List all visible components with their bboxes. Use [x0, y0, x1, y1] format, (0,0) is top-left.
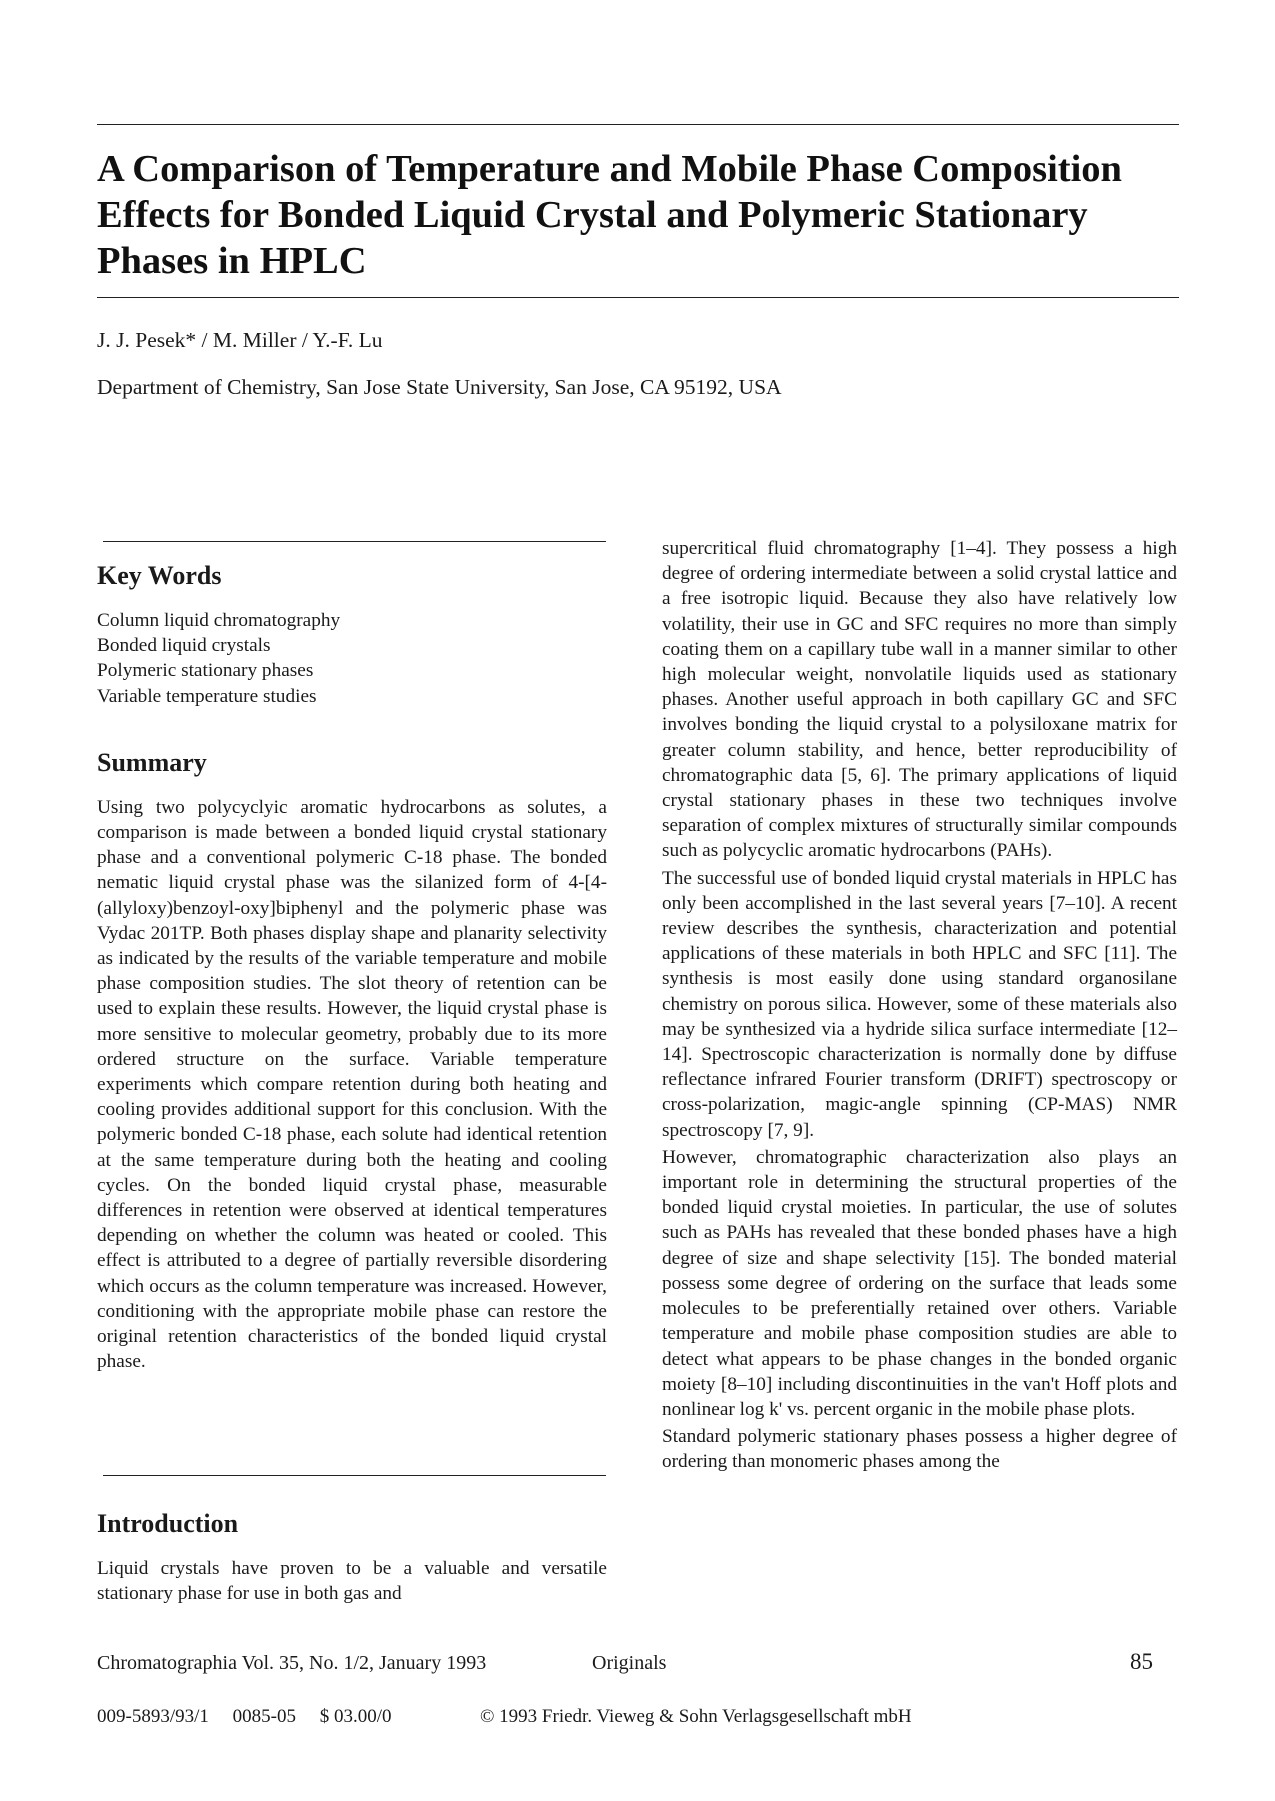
key-words-rule — [103, 541, 606, 542]
left-column-top — [97, 560, 607, 1374]
body-paragraph: The successful use of bonded liquid crystal materials in HPLC has only been accomplished in the last several years [7–10]. A recent review describes the synthesis, characterization and potential applications of these materials in both HPLC and SFC [11]. The synthesis is most easily done using standard organosilane chemistry on porous silica. However, some of these materials also may be synthesized via a hydride silica surface intermediate [12–14]. Spectroscopic characterization is normally done by diffuse reflectance infrared Fourier transform (DRIFT) spectroscopy or cross-polarization, magic-angle spinning (CP-MAS) NMR spectroscopy [7, 9]. — [662, 867, 1177, 1141]
footer-section: Originals — [592, 1652, 667, 1674]
summary-text: Using two polycyclyic aromatic hydrocarbons as solutes, a comparison is made between a bonded liquid crystal stationary phase and a conventional polymeric C-18 phase. The bonded nematic liquid crystal phase was the silanized form of 4-[4-(allyloxy)benzoyl-oxy]biphenyl and the polymeric phase was Vydac 201TP. Both phases display shape and planarity selectivity as indicated by the results of the variable temperature and mobile phase composition studies. The slot theory of retention can be used to explain these results. However, the liquid crystal phase is more sensitive to molecular geometry, probably due to its more ordered structure on the surface. Variable temperature experiments which compare retention during both heating and cooling provides additional support for this conclusion. With the polymeric bonded C-18 phase, each solute had identical retention at the same temperature during both the heating and cooling cycles. On the bonded liquid crystal phase, measurable differences in retention were observed at identical temperatures depending on whether the column was heated or cooled. This effect is attributed to a degree of partially reversible disordering which occurs as the column temperature was increased. However, conditioning with the appropriate mobile phase can restore the original retention characteristics of the bonded liquid crystal phase. — [97, 796, 607, 1373]
title-bottom-rule — [97, 297, 1179, 298]
title-top-rule — [97, 124, 1179, 125]
key-words-heading: Key Words — [97, 561, 222, 590]
key-word-item: Polymeric stationary phases — [97, 660, 314, 682]
footer-journal: Chromatographia Vol. 35, No. 1/2, January 1993 — [97, 1652, 487, 1674]
summary-heading: Summary — [97, 747, 207, 777]
key-word-item: Bonded liquid crystals — [97, 635, 271, 657]
key-words-list — [97, 608, 607, 709]
paper-title: A Comparison of Temperature and Mobile Phase Composition Effects for Bonded Liquid Crystal and Polymeric Stationary Phases in HPLC — [97, 148, 1122, 282]
key-word-item: Variable temperature studies — [97, 685, 317, 707]
body-paragraph: Standard polymeric stationary phases possess a higher degree of ordering than monomeric phases among the — [662, 1426, 1177, 1473]
footer-copyright: © 1993 Friedr. Vieweg & Sohn Verlagsgesellschaft mbH — [480, 1706, 912, 1727]
introduction-text: Liquid crystals have proven to be a valuable and versatile stationary phase for use in both gas and — [97, 1558, 607, 1605]
left-column-bottom — [97, 1508, 607, 1606]
introduction-heading: Introduction — [97, 1509, 239, 1538]
body-paragraph: However, chromatographic characterization also plays an important role in determining the structural properties of the bonded liquid crystal moieties. In particular, the use of solutes such as PAHs has revealed that these bonded phases have a high degree of size and shape selectivity [15]. The bonded material possess some degree of ordering on the surface that leads some molecules to be preferentially retained over others. Variable temperature and mobile phase composition studies are able to detect what appears to be phase changes in the bonded organic moiety [8–10] including discontinuities in the van't Hoff plots and nonlinear log k' vs. percent organic in the mobile phase plots. — [662, 1146, 1177, 1420]
page-number: 85 — [1130, 1649, 1153, 1674]
footer-issn: 009-5893/93/1 0085-05 $ 03.00/0 — [97, 1706, 392, 1727]
body-paragraph: supercritical fluid chromatography [1–4]. They possess a high degree of ordering intermediate between a solid crystal lattice and a free isotropic liquid. Because they also have relatively low volatility, their use in GC and SFC requires no more than simply coating them on a capillary tube wall in a manner similar to other high molecular weight, nonvolatile liquids used as stationary phases. Another useful approach in both capillary GC and SFC involves bonding the liquid crystal to a polysiloxane matrix for greater column stability, and hence, better reproducibility of chromatographic data [5, 6]. The primary applications of liquid crystal stationary phases in these two techniques involve separation of complex mixtures of structurally similar compounds such as polycyclic aromatic hydrocarbons (PAHs). — [662, 538, 1177, 862]
right-column — [662, 536, 1177, 1475]
introduction-rule — [103, 1475, 606, 1476]
authors: J. J. Pesek* / M. Miller / Y.-F. Lu — [97, 328, 383, 352]
affiliation: Department of Chemistry, San Jose State University, San Jose, CA 95192, USA — [97, 375, 782, 399]
key-word-item: Column liquid chromatography — [97, 610, 341, 631]
